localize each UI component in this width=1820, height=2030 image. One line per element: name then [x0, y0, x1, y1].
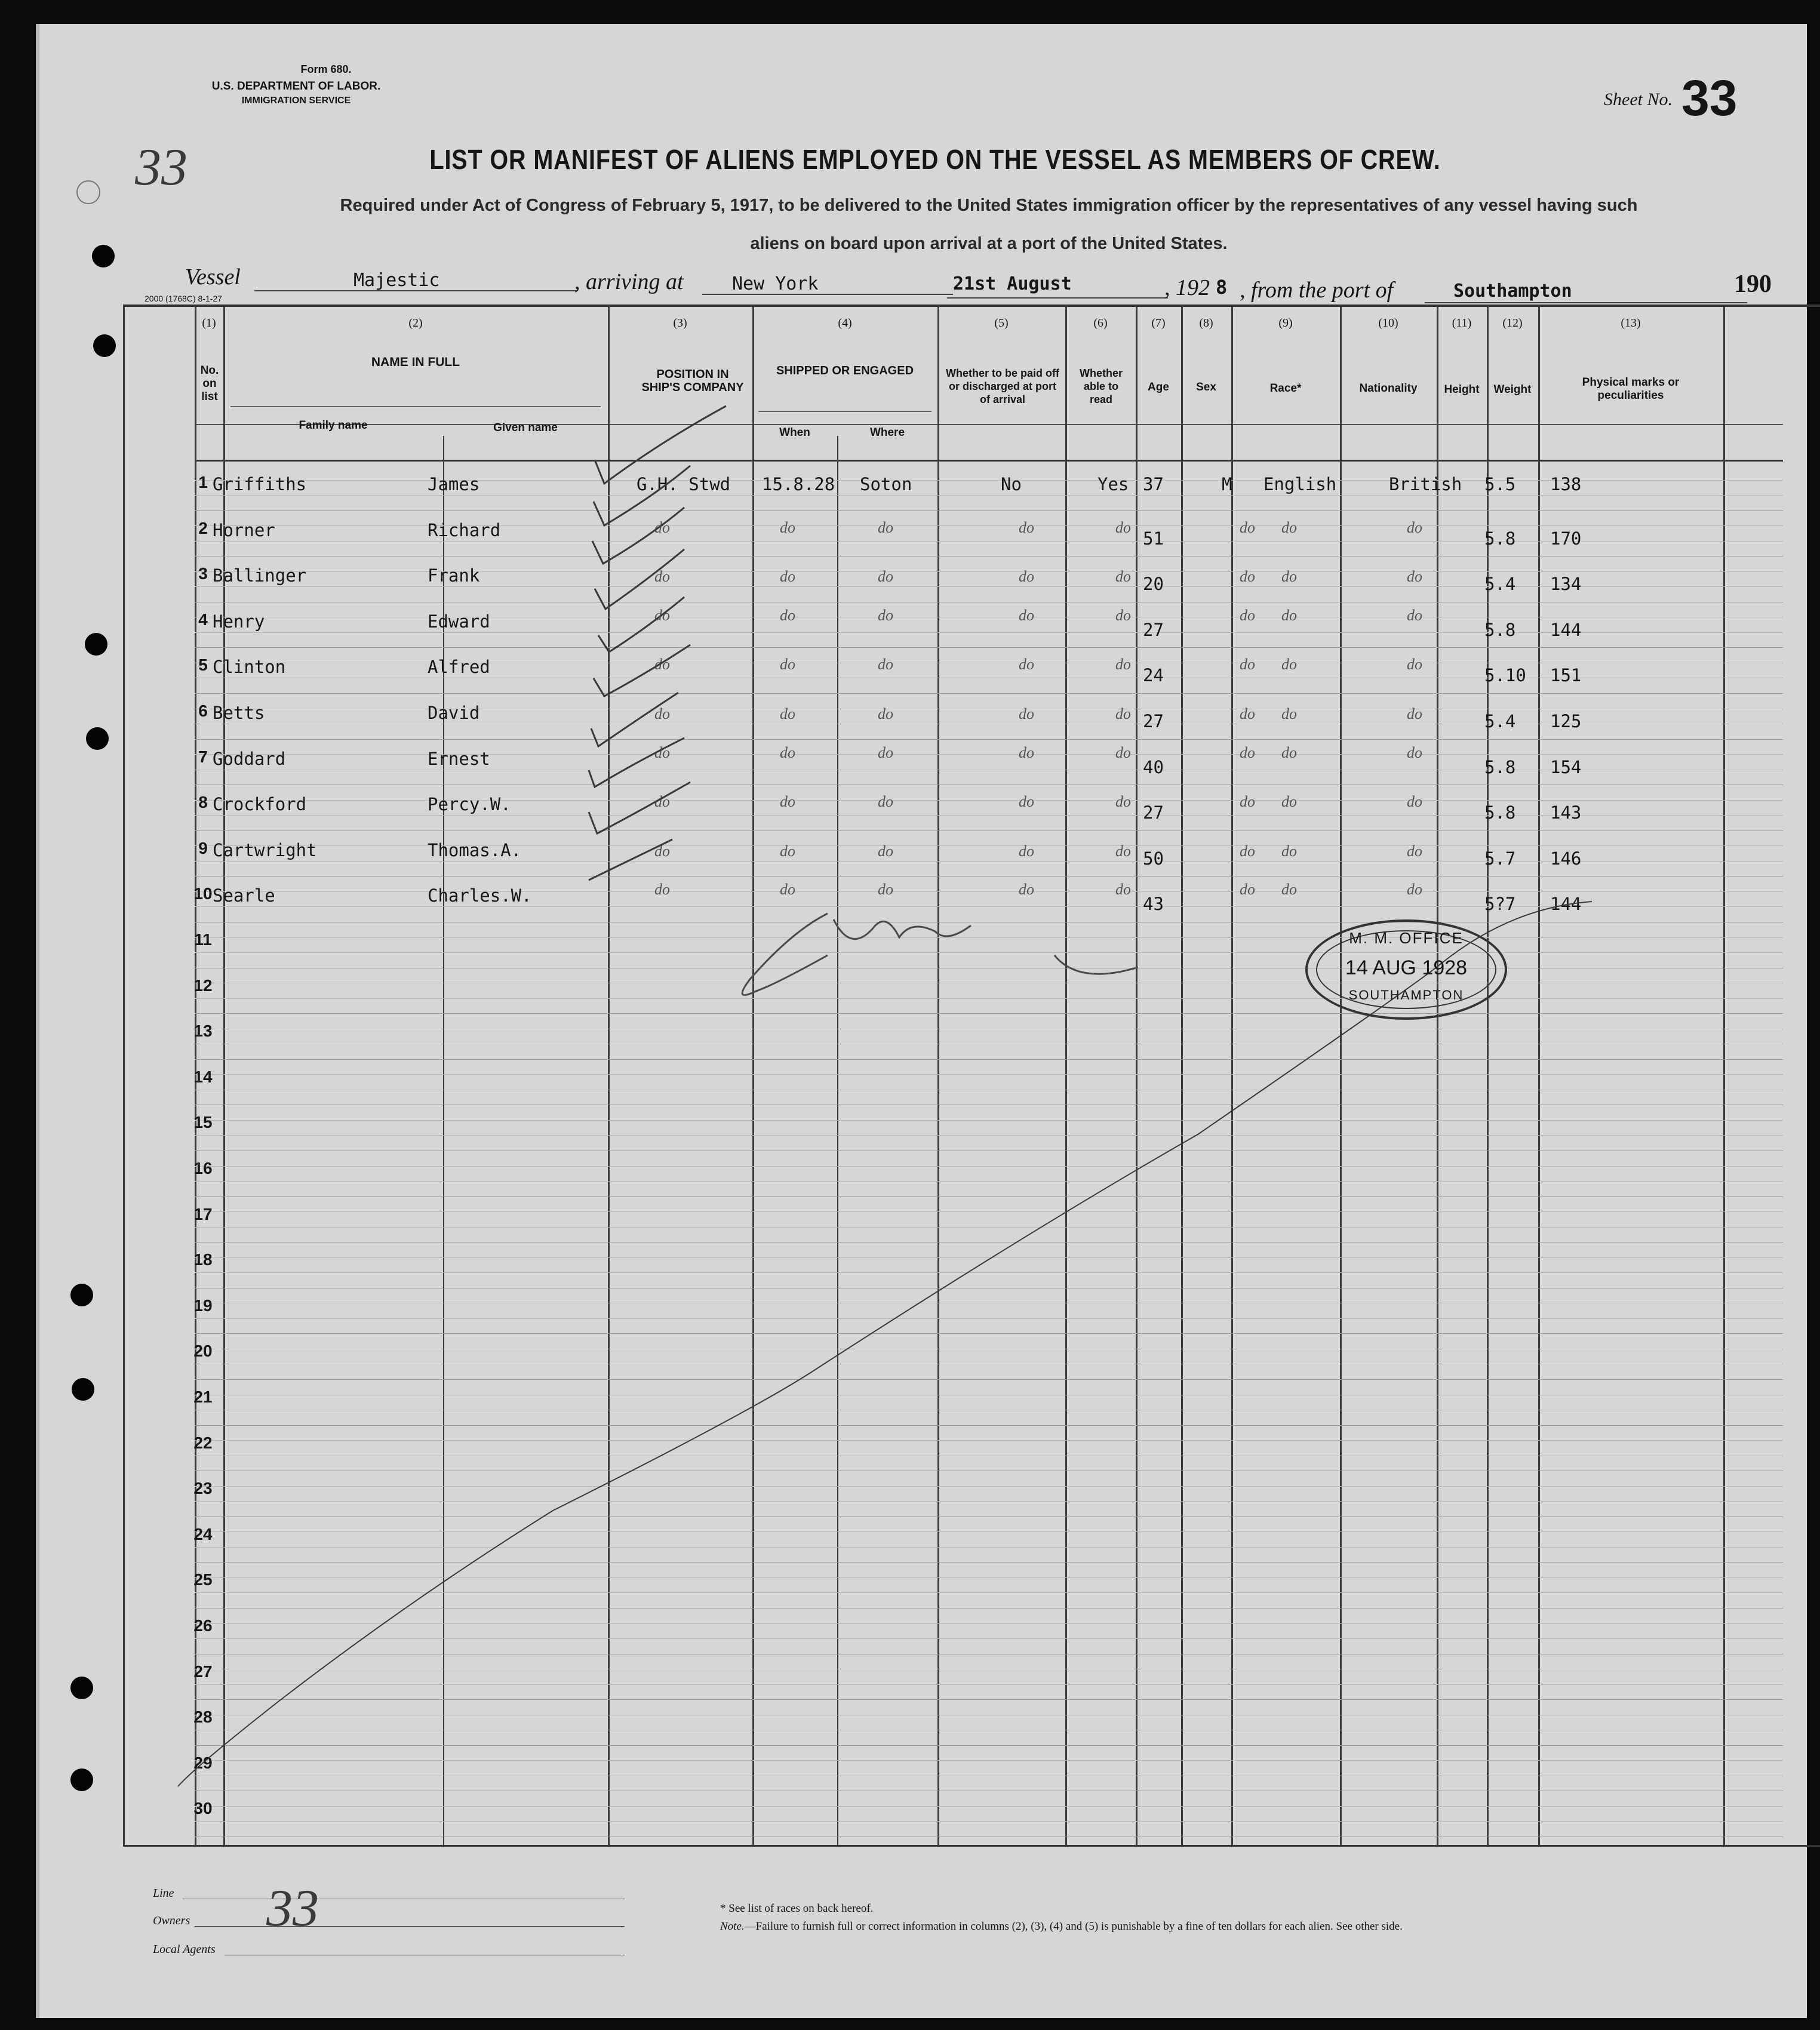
cell-where-ditto: do	[878, 656, 893, 673]
cell-position-ditto: do	[654, 705, 670, 722]
cell-where: Soton	[860, 474, 912, 494]
year-digit: 8	[1216, 276, 1228, 299]
header-position: POSITION IN SHIP'S COMPANY	[641, 368, 744, 394]
cell-read-ditto: do	[1115, 606, 1131, 624]
trailing-year: 190	[1734, 270, 1772, 298]
row-number: 2	[198, 518, 208, 537]
row-number: 16	[193, 1159, 213, 1177]
cell-weight: 144	[1550, 619, 1582, 640]
cell-read-ditto: do	[1115, 518, 1131, 536]
cell-nationality-ditto: do	[1407, 606, 1422, 624]
signature	[742, 914, 1138, 995]
row-number: 26	[193, 1616, 213, 1635]
handwritten-markings	[39, 24, 1807, 2018]
cell-where-ditto: do	[878, 743, 893, 761]
arriving-port: New York	[732, 273, 819, 294]
print-code: 2000 (1768C) 8-1-27	[145, 294, 222, 303]
cell-where-ditto: do	[878, 793, 893, 811]
subtitle-line-2: aliens on board upon arrival at a port of the United States.	[750, 234, 1228, 253]
footer-penalty-note	[720, 1920, 1403, 1933]
row-number: 1	[198, 473, 208, 491]
column-number: (4)	[838, 316, 852, 330]
cell-paid-ditto: do	[1019, 568, 1034, 586]
cell-given: Charles.W.	[428, 885, 532, 906]
cell-sex-ditto: do	[1240, 881, 1255, 899]
header-when: When	[779, 426, 810, 439]
cell-family: Goddard	[213, 748, 286, 769]
cancel-line	[178, 902, 1592, 1786]
cell-where-ditto: do	[878, 842, 893, 860]
cell-position-ditto: do	[654, 842, 670, 860]
cell-given: Thomas.A.	[428, 839, 522, 860]
cell-position-ditto: do	[654, 743, 670, 761]
cell-age: 43	[1143, 894, 1164, 915]
checkmark	[589, 782, 690, 833]
cell-family: Betts	[213, 703, 265, 723]
cell-family: Searle	[213, 885, 275, 906]
footer-owners-underline	[195, 1926, 625, 1927]
year-prefix: , 192	[1164, 275, 1210, 300]
cell-age: 51	[1143, 528, 1164, 549]
header-paid-off: Whether to be paid off or discharged at port of arrival	[946, 367, 1059, 405]
cell-sex-ditto: do	[1240, 705, 1255, 722]
header-physical-marks: Physical marks or peculiarities	[1582, 376, 1680, 402]
cell-race: English	[1263, 474, 1337, 494]
cell-family: Griffiths	[213, 474, 307, 494]
row-number: 30	[193, 1799, 213, 1818]
cell-nationality-ditto: do	[1407, 743, 1422, 761]
cell-when-ditto: do	[780, 518, 795, 536]
cell-read: Yes	[1097, 474, 1129, 494]
checkmark	[594, 466, 690, 525]
cell-when: 15.8.28	[762, 474, 835, 494]
cell-sex-ditto: do	[1240, 743, 1255, 761]
arrival-date: 21st August	[953, 273, 1072, 294]
column-number: (9)	[1278, 316, 1293, 330]
row-number: 20	[193, 1342, 213, 1361]
cell-position-ditto: do	[654, 606, 670, 624]
row-number: 22	[193, 1433, 213, 1452]
sheet-label: Sheet No.	[1604, 90, 1673, 109]
cell-height: 5.5	[1484, 474, 1516, 494]
row-number: 14	[193, 1067, 213, 1086]
column-number: (2)	[408, 316, 423, 330]
cell-paid-ditto: do	[1019, 656, 1034, 673]
cell-nationality-ditto: do	[1407, 793, 1422, 811]
row-number: 29	[193, 1753, 213, 1772]
cell-nationality-ditto: do	[1407, 705, 1422, 722]
cell-sex-ditto: do	[1240, 842, 1255, 860]
cell-weight: 138	[1550, 474, 1582, 494]
header-family-name: Family name	[299, 419, 368, 432]
cell-height: 5?7	[1484, 894, 1516, 915]
cell-weight: 170	[1550, 528, 1582, 549]
cell-where-ditto: do	[878, 568, 893, 586]
header-no-on-list: No. on list	[200, 364, 219, 403]
column-number: (3)	[673, 316, 687, 330]
cell-sex-ditto: do	[1240, 518, 1255, 536]
cell-family: Cartwright	[213, 839, 317, 860]
footer-note-label: Note.	[720, 1920, 745, 1933]
from-port-label: , from the port of	[1240, 278, 1394, 303]
cell-race-ditto: do	[1281, 568, 1297, 586]
footer-note-text: —Failure to furnish full or correct information in columns (2), (3), (4) and (5) is punishable by a fine of ten dollars for each alien. See other side.	[744, 1920, 1403, 1933]
cell-age: 27	[1143, 711, 1164, 731]
cell-nationality-ditto: do	[1407, 881, 1422, 899]
cell-position-ditto: do	[654, 568, 670, 586]
cell-height: 5.7	[1484, 848, 1516, 869]
cell-given: Richard	[428, 519, 501, 540]
header-given-name: Given name	[493, 422, 558, 434]
column-number: (7)	[1151, 316, 1166, 330]
cell-paid-ditto: do	[1019, 705, 1034, 722]
row-number: 24	[193, 1524, 213, 1543]
cell-where-ditto: do	[878, 705, 893, 722]
checkmark	[592, 508, 684, 564]
cell-when-ditto: do	[780, 656, 795, 673]
cell-read-ditto: do	[1115, 656, 1131, 673]
cell-age: 24	[1143, 665, 1164, 686]
row-number: 12	[193, 976, 213, 995]
column-number: (6)	[1093, 316, 1108, 330]
header-weight: Weight	[1493, 383, 1532, 396]
header-name-in-full: NAME IN FULL	[371, 355, 460, 369]
row-number: 28	[193, 1708, 213, 1727]
stamp-date: 14 AUG 1928	[1345, 956, 1468, 979]
cell-position: G.H. Stwd	[637, 474, 731, 494]
footer-owners-label: Owners	[153, 1914, 190, 1927]
cell-height: 5.4	[1484, 711, 1516, 731]
column-number: (5)	[994, 316, 1009, 330]
header-able-to-read: Whether able to read	[1080, 367, 1123, 405]
header-sex: Sex	[1196, 381, 1216, 393]
cell-height: 5.4	[1484, 574, 1516, 595]
cell-paid-ditto: do	[1019, 881, 1034, 899]
cell-race-ditto: do	[1281, 793, 1297, 811]
cell-when-ditto: do	[780, 842, 795, 860]
cell-nationality-ditto: do	[1407, 568, 1422, 586]
checkmark	[594, 645, 690, 696]
cell-weight: 151	[1550, 665, 1582, 686]
form-department: U.S. DEPARTMENT OF LABOR.	[211, 80, 381, 93]
departure-port: Southampton	[1453, 281, 1572, 302]
cell-sex-ditto: do	[1240, 568, 1255, 586]
cell-weight: 125	[1550, 711, 1582, 731]
cell-where-ditto: do	[878, 881, 893, 899]
cell-height: 5.8	[1484, 756, 1516, 777]
cell-nationality-ditto: do	[1407, 518, 1422, 536]
cell-paid-ditto: do	[1019, 518, 1034, 536]
cell-race-ditto: do	[1281, 518, 1297, 536]
cell-read-ditto: do	[1115, 705, 1131, 722]
row-number: 18	[193, 1250, 213, 1269]
column-number: (13)	[1621, 316, 1641, 330]
form-service: IMMIGRATION SERVICE	[241, 96, 351, 106]
cell-given: Alfred	[428, 657, 490, 678]
row-number: 23	[193, 1479, 213, 1498]
cell-height: 5.8	[1484, 619, 1516, 640]
column-number: (8)	[1199, 316, 1213, 330]
cell-race-ditto: do	[1281, 705, 1297, 722]
cell-age: 37	[1143, 474, 1164, 494]
cell-family: Ballinger	[213, 565, 307, 586]
office-stamp	[1305, 919, 1507, 1020]
cell-race-ditto: do	[1281, 743, 1297, 761]
cell-race-ditto: do	[1281, 606, 1297, 624]
header-nationality: Nationality	[1359, 382, 1418, 395]
cell-age: 20	[1143, 574, 1164, 595]
cell-age: 27	[1143, 619, 1164, 640]
row-number: 3	[198, 564, 208, 583]
cell-where-ditto: do	[878, 518, 893, 536]
cell-nationality-ditto: do	[1407, 842, 1422, 860]
row-number: 5	[198, 656, 208, 675]
manifest-sheet	[36, 24, 1807, 2018]
stamp-bottom-text: SOUTHAMPTON	[1348, 988, 1464, 1002]
cell-read-ditto: do	[1115, 568, 1131, 586]
row-number: 15	[193, 1113, 213, 1132]
cell-sex-ditto: do	[1240, 606, 1255, 624]
cell-paid-ditto: do	[1019, 793, 1034, 811]
cell-height: 5.8	[1484, 802, 1516, 823]
cell-nationality: British	[1389, 474, 1462, 494]
vessel-name: Majestic	[353, 270, 440, 291]
cell-when-ditto: do	[780, 705, 795, 722]
cell-family: Horner	[213, 519, 275, 540]
header-age: Age	[1148, 381, 1169, 393]
cell-age: 40	[1143, 756, 1164, 777]
subtitle-line-1: Required under Act of Congress of February 5, 1917, to be delivered to the United States immigration officer by the representatives of any vessel having such	[340, 196, 1638, 215]
row-number: 9	[198, 838, 208, 857]
cell-given: Percy.W.	[428, 794, 511, 815]
row-number: 8	[198, 793, 208, 812]
cell-paid: No	[1001, 474, 1022, 494]
column-number: (11)	[1452, 316, 1472, 330]
cell-when-ditto: do	[780, 743, 795, 761]
cell-position-ditto: do	[654, 881, 670, 899]
header-height: Height	[1444, 383, 1480, 396]
row-number: 11	[194, 930, 212, 949]
cell-when-ditto: do	[780, 881, 795, 899]
checkmark	[589, 839, 672, 880]
column-number: (1)	[202, 316, 216, 330]
checkmark	[595, 549, 684, 609]
stamp-top-text: M. M. OFFICE	[1349, 929, 1464, 947]
cell-race-ditto: do	[1281, 656, 1297, 673]
row-number: 4	[198, 610, 208, 629]
checkmark	[589, 738, 684, 787]
cell-given: David	[428, 703, 480, 723]
cell-sex: M	[1222, 474, 1232, 494]
arriving-label: , arriving at	[574, 269, 684, 294]
cell-race-ditto: do	[1281, 842, 1297, 860]
checkmark	[595, 406, 726, 484]
footer-handwritten-number: 33	[266, 1880, 319, 1937]
vessel-label: Vessel	[185, 264, 241, 290]
header-shipped-or-engaged: SHIPPED OR ENGAGED	[776, 364, 914, 377]
cell-paid-ditto: do	[1019, 743, 1034, 761]
cell-age: 27	[1143, 802, 1164, 823]
cell-when-ditto: do	[780, 606, 795, 624]
cell-position-ditto: do	[654, 518, 670, 536]
footer-local-agents-label: Local Agents	[153, 1943, 216, 1956]
column-number: (10)	[1378, 316, 1398, 330]
row-number: 27	[193, 1662, 213, 1681]
cell-weight: 146	[1550, 848, 1582, 869]
cell-sex-ditto: do	[1240, 793, 1255, 811]
cell-family: Crockford	[213, 794, 307, 815]
cell-read-ditto: do	[1115, 842, 1131, 860]
cell-sex-ditto: do	[1240, 656, 1255, 673]
cell-when-ditto: do	[780, 568, 795, 586]
cell-height: 5.10	[1484, 665, 1526, 686]
cell-family: Clinton	[213, 657, 286, 678]
cell-given: James	[428, 474, 480, 494]
column-number: (12)	[1502, 316, 1523, 330]
cell-read-ditto: do	[1115, 743, 1131, 761]
sheet-number: 33	[1681, 70, 1738, 126]
row-number: 21	[193, 1388, 213, 1406]
cell-position-ditto: do	[654, 793, 670, 811]
cell-family: Henry	[213, 611, 265, 632]
header-race: Race*	[1269, 382, 1302, 395]
row-number: 10	[193, 884, 213, 903]
cell-read-ditto: do	[1115, 793, 1131, 811]
row-number: 7	[198, 747, 208, 766]
cell-paid-ditto: do	[1019, 842, 1034, 860]
row-number: 6	[198, 702, 208, 720]
cell-age: 50	[1143, 848, 1164, 869]
cell-paid-ditto: do	[1019, 606, 1034, 624]
row-number: 13	[193, 1022, 213, 1041]
cell-weight: 144	[1550, 894, 1582, 915]
cell-race-ditto: do	[1281, 881, 1297, 899]
row-number: 25	[193, 1570, 213, 1589]
footer-race-note: * See list of races on back hereof.	[720, 1902, 874, 1915]
cell-height: 5.8	[1484, 528, 1516, 549]
cell-where-ditto: do	[878, 606, 893, 624]
handwritten-page-number: 33	[135, 139, 187, 196]
page-title: LIST OR MANIFEST OF ALIENS EMPLOYED ON THE VESSEL AS MEMBERS OF CREW.	[429, 144, 1441, 175]
cell-position-ditto: do	[654, 656, 670, 673]
cell-given: Ernest	[428, 748, 490, 769]
footer-line-label: Line	[153, 1887, 174, 1900]
row-number: 17	[193, 1204, 213, 1223]
cell-nationality-ditto: do	[1407, 656, 1422, 673]
cell-given: Edward	[428, 611, 490, 632]
cell-weight: 143	[1550, 802, 1582, 823]
cell-when-ditto: do	[780, 793, 795, 811]
header-where: Where	[869, 426, 905, 439]
cell-weight: 154	[1550, 756, 1582, 777]
cell-read-ditto: do	[1115, 881, 1131, 899]
checkmark	[591, 693, 678, 746]
row-number: 19	[193, 1296, 213, 1315]
cell-weight: 134	[1550, 574, 1582, 595]
form-number: Form 680.	[300, 63, 352, 75]
cell-given: Frank	[428, 565, 480, 586]
